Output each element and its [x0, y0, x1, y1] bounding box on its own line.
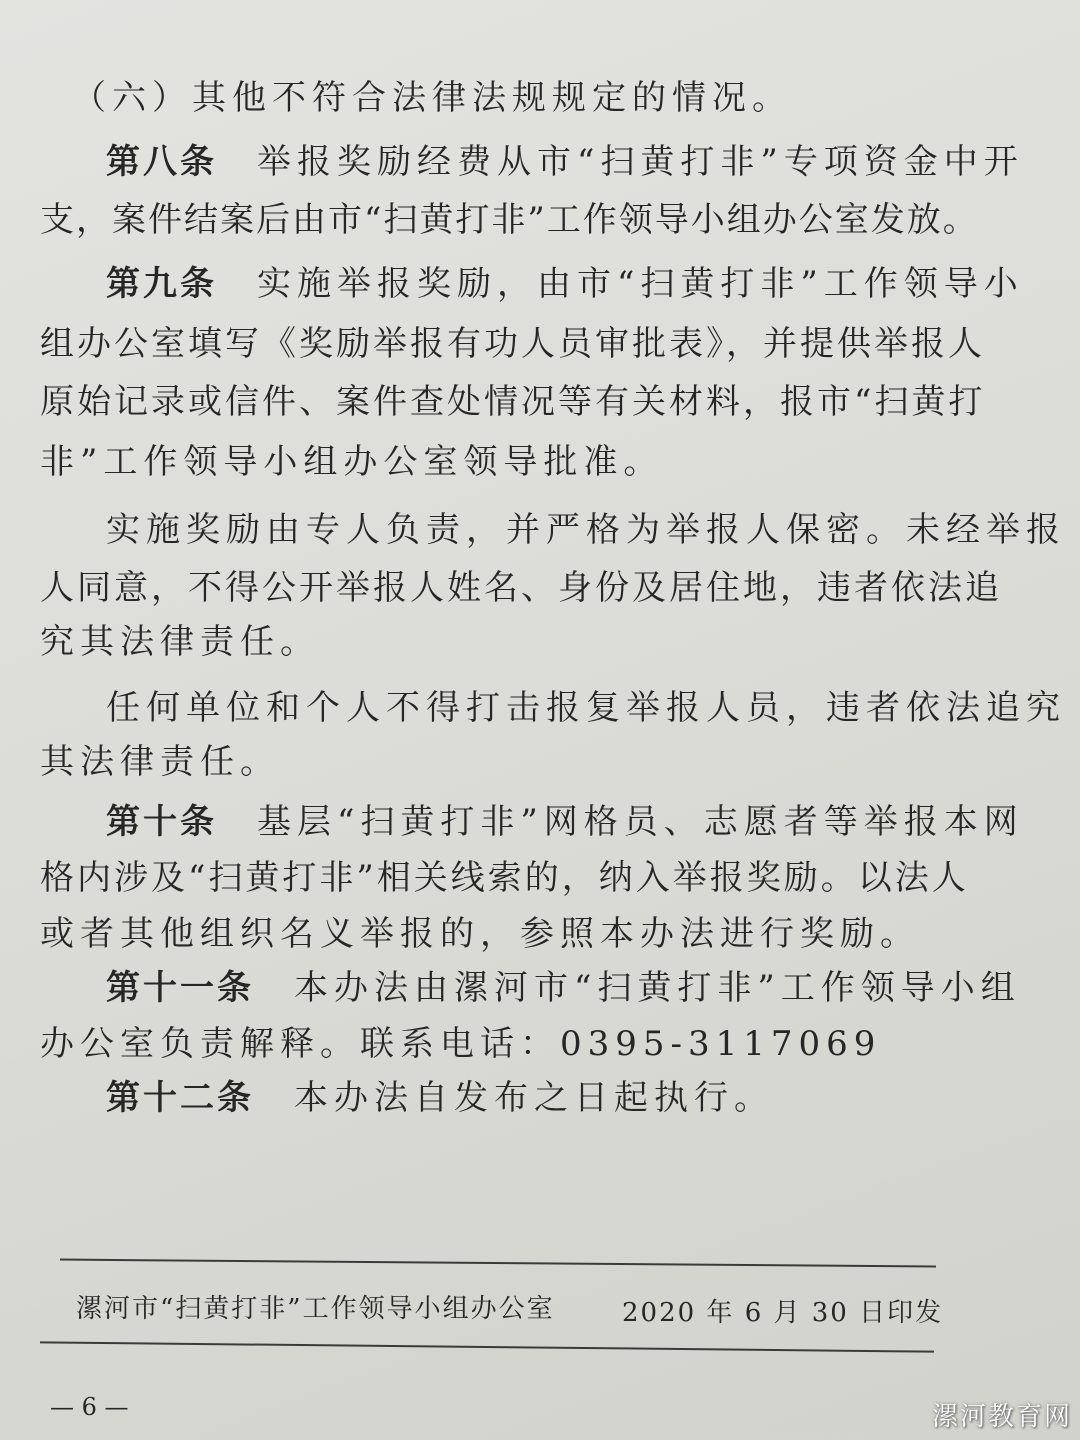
issuer-label: 漯河市“扫黄打非”工作领导小组办公室: [76, 1294, 555, 1324]
text-line: 其法律责任。: [40, 742, 280, 782]
text-line: 任何单位和个人不得打击报复举报人员，违者依法追究: [106, 688, 1066, 728]
text-line: 格内涉及“扫黄打非”相关线索的，纳入举报奖励。以法人: [40, 858, 969, 898]
article-11-line: 第十一条 本办法由漯河市“扫黄打非”工作领导小组: [106, 968, 1021, 1008]
text-line: 组办公室填写《奖励举报有功人员审批表》，并提供举报人: [40, 324, 985, 364]
text-line: （六）其他不符合法律法规规定的情况。: [72, 78, 792, 118]
article-heading: 第十一条: [106, 968, 254, 1008]
footer-top-rule: [60, 1259, 936, 1268]
text-line: 支，案件结案后由市“扫黄打非”工作领导小组办公室发放。: [40, 200, 979, 240]
article-8-line: 第八条 举报奖励经费从市“扫黄打非”专项资金中开: [106, 142, 1024, 182]
page-number: — 6 —: [50, 1393, 129, 1421]
article-heading: 第十条: [106, 802, 217, 842]
article-heading: 第八条: [106, 142, 217, 182]
text-line: 办公室负责解释。联系电话：0395-3117069: [40, 1024, 882, 1064]
article-9-line: 第九条 实施举报奖励，由市“扫黄打非”工作领导小: [106, 264, 1024, 304]
text-line: 究其法律责任。: [40, 622, 320, 662]
text-line: 或者其他组织名义举报的，参照本办法进行奖励。: [40, 914, 920, 954]
footer-bottom-rule: [40, 1341, 934, 1352]
article-10-line: 第十条 基层“扫黄打非”网格员、志愿者等举报本网: [106, 802, 1024, 842]
article-12-line: 第十二条 本办法自发布之日起执行。: [106, 1078, 774, 1118]
text-line: 非”工作领导小组办公室领导批准。: [40, 442, 664, 482]
text-line: 实施奖励由专人负责，并严格为举报人保密。未经举报: [106, 510, 1066, 550]
text-line: 原始记录或信件、案件查处情况等有关材料，报市“扫黄打: [40, 382, 986, 422]
text-line: 人同意，不得公开举报人姓名、身份及居住地，违者依法追: [40, 568, 1002, 608]
watermark-logo: 漯河教育网: [931, 1402, 1072, 1432]
article-heading: 第十二条: [106, 1078, 254, 1118]
issue-date: 2020 年 6 月 30 日印发: [622, 1298, 944, 1328]
article-heading: 第九条: [106, 264, 217, 304]
